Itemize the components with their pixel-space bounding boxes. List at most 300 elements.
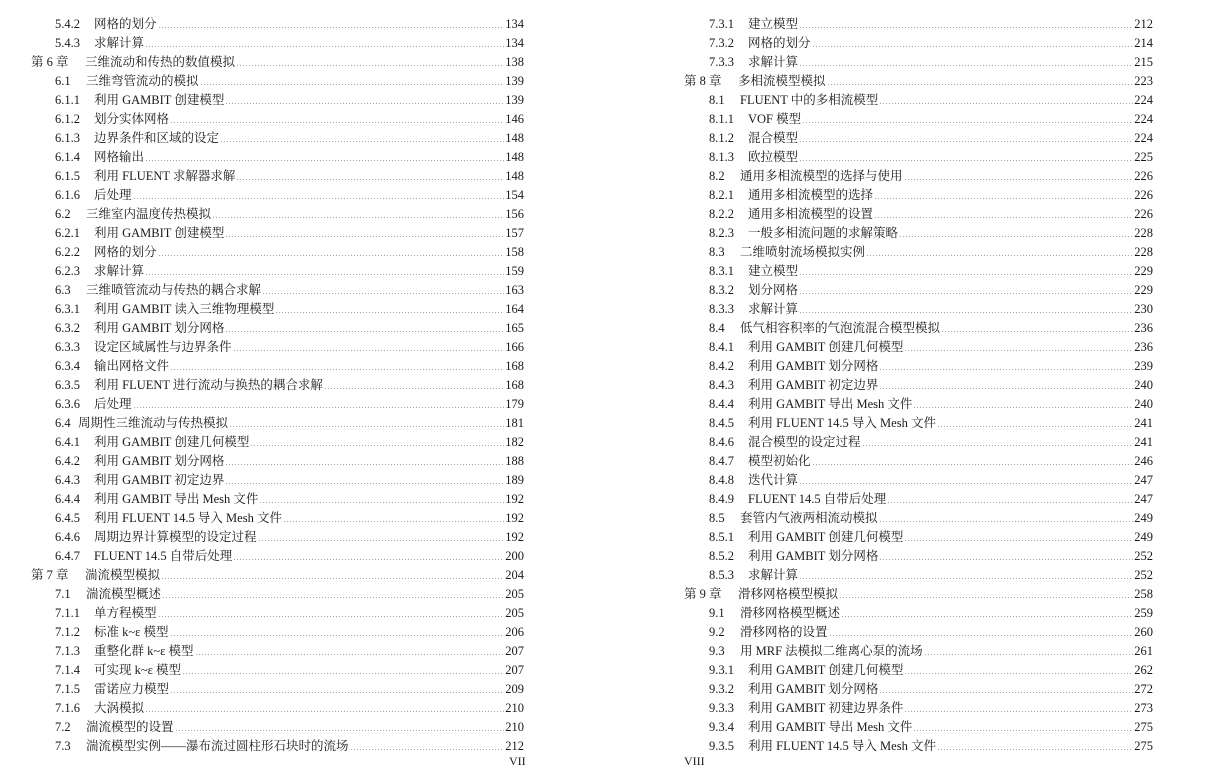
toc-entry-number: 7.3.3: [709, 55, 734, 69]
dot-leader: [827, 84, 1134, 85]
dot-leader: [866, 255, 1133, 256]
toc-entry-title: 滑移网格模型模拟: [738, 587, 839, 601]
dot-leader: [350, 749, 505, 750]
toc-entry-page: 181: [505, 416, 524, 430]
toc-entry-title: 利用 GAMBIT 初建边界条件: [748, 701, 904, 715]
toc-chapter-entry[interactable]: [31, 566, 524, 585]
toc-entry[interactable]: [709, 376, 1153, 395]
toc-entry-title: 用 MRF 法模拟二维离心泵的流场: [740, 644, 923, 658]
toc-entry-page: 179: [505, 397, 524, 411]
toc-entry[interactable]: [55, 148, 524, 167]
dot-leader: [799, 141, 1133, 142]
toc-entry[interactable]: [55, 72, 524, 91]
toc-entry-number: 9.3.1: [709, 663, 734, 677]
toc-entry-title: 利用 GAMBIT 读入三维物理模型: [94, 302, 275, 316]
toc-entry-page: 241: [1134, 416, 1153, 430]
dot-leader: [799, 274, 1133, 275]
toc-entry-page: 166: [505, 340, 524, 354]
toc-entry-page: 252: [1134, 568, 1153, 582]
toc-entry[interactable]: [709, 186, 1153, 205]
toc-entry-number: 6.1.3: [55, 131, 80, 145]
dot-leader: [158, 255, 505, 256]
toc-entry-page: 192: [505, 492, 524, 506]
toc-entry-number: 8.4: [709, 321, 725, 335]
toc-entry[interactable]: [55, 680, 524, 699]
toc-entry[interactable]: [709, 699, 1153, 718]
toc-entry-title: 单方程模型: [94, 606, 157, 620]
toc-entry[interactable]: [709, 319, 1153, 338]
dot-leader: [799, 483, 1133, 484]
dot-leader: [887, 502, 1133, 503]
toc-entry-number: 7.1.2: [55, 625, 80, 639]
toc-entry-number: 8.3.3: [709, 302, 734, 316]
toc-entry-page: 205: [505, 587, 524, 601]
toc-entry[interactable]: [709, 623, 1153, 642]
toc-entry-page: 236: [1134, 340, 1153, 354]
toc-entry-page: 223: [1134, 74, 1153, 88]
toc-entry-number: 7.2: [55, 720, 71, 734]
toc-entry-page: 182: [505, 435, 524, 449]
dot-leader: [937, 426, 1133, 427]
dot-leader: [879, 559, 1133, 560]
dot-leader: [879, 388, 1133, 389]
toc-entry-page: 139: [505, 74, 524, 88]
toc-entry-title: 利用 FLUENT 14.5 导入 Mesh 文件: [748, 416, 936, 430]
toc-entry-page: 226: [1134, 188, 1153, 202]
toc-entry[interactable]: [55, 452, 524, 471]
toc-entry[interactable]: [709, 566, 1153, 585]
toc-entry-page: 247: [1134, 473, 1153, 487]
toc-entry[interactable]: [55, 433, 524, 452]
toc-entry[interactable]: [55, 509, 524, 528]
toc-entry[interactable]: [709, 414, 1153, 433]
toc-entry-title: 利用 GAMBIT 划分网格: [94, 321, 225, 335]
toc-entry-title: 三维喷管流动与传热的耦合求解: [86, 283, 262, 297]
toc-entry-page: 139: [505, 93, 524, 107]
toc-entry[interactable]: [709, 167, 1153, 186]
toc-entry-page: 207: [505, 644, 524, 658]
dot-leader: [225, 236, 504, 237]
dot-leader: [879, 103, 1133, 104]
toc-entry-page: 164: [505, 302, 524, 316]
toc-entry-title: 湍流模型概述: [86, 587, 162, 601]
toc-entry[interactable]: [55, 623, 524, 642]
toc-entry-title: 滑移网格模型概述: [740, 606, 841, 620]
toc-entry-page: 138: [505, 55, 524, 69]
toc-entry-page: 188: [505, 454, 524, 468]
dot-leader: [145, 274, 504, 275]
toc-entry-title: 标准 k~ε 模型: [94, 625, 169, 639]
toc-entry-number: 8.3: [709, 245, 725, 259]
toc-entry-title: 求解计算: [748, 55, 799, 69]
dot-leader: [904, 673, 1133, 674]
toc-entry-number: 9.3.5: [709, 739, 734, 753]
toc-entry[interactable]: [709, 148, 1153, 167]
toc-entry-page: 212: [505, 739, 524, 753]
toc-entry[interactable]: [709, 661, 1153, 680]
toc-entry[interactable]: [55, 15, 524, 34]
toc-entry[interactable]: [55, 262, 524, 281]
toc-entry-title: 划分实体网格: [94, 112, 170, 126]
toc-entry-number: 6.3.5: [55, 378, 80, 392]
toc-entry[interactable]: [55, 91, 524, 110]
dot-leader: [799, 578, 1133, 579]
toc-entry-page: 200: [505, 549, 524, 563]
toc-entry[interactable]: [55, 737, 524, 756]
toc-entry[interactable]: [709, 680, 1153, 699]
toc-entry-page: 157: [505, 226, 524, 240]
toc-entry[interactable]: [55, 186, 524, 205]
dot-leader: [229, 426, 504, 427]
toc-entry-title: 二维喷射流场模拟实例: [740, 245, 866, 259]
dot-leader: [874, 217, 1133, 218]
toc-entry[interactable]: [55, 338, 524, 357]
toc-entry-page: 246: [1134, 454, 1153, 468]
toc-entry-title: 利用 FLUENT 进行流动与换热的耦合求解: [94, 378, 323, 392]
toc-entry-number: 6.1.6: [55, 188, 80, 202]
toc-entry-page: 210: [505, 720, 524, 734]
toc-entry-number: 9.3: [709, 644, 725, 658]
toc-entry-page: 224: [1134, 112, 1153, 126]
toc-entry[interactable]: [55, 699, 524, 718]
toc-entry[interactable]: [55, 528, 524, 547]
toc-entry-title: 湍流模型模拟: [85, 568, 161, 582]
dot-leader: [220, 141, 504, 142]
toc-entry[interactable]: [709, 300, 1153, 319]
dot-leader: [841, 616, 1133, 617]
toc-entry-title: 湍流模型实例——瀑布流过圆柱形石块时的流场: [86, 739, 349, 753]
toc-entry[interactable]: [709, 433, 1153, 452]
toc-entry[interactable]: [709, 528, 1153, 547]
dot-leader: [829, 635, 1134, 636]
dot-leader: [799, 312, 1133, 313]
toc-entry-page: 214: [1134, 36, 1153, 50]
toc-entry-page: 272: [1134, 682, 1153, 696]
toc-entry-title: VOF 模型: [748, 112, 802, 126]
toc-entry-page: 224: [1134, 93, 1153, 107]
toc-entry-page: 163: [505, 283, 524, 297]
toc-entry-number: 6.4.1: [55, 435, 80, 449]
toc-entry-number: 8.5.2: [709, 549, 734, 563]
dot-leader: [913, 730, 1133, 731]
toc-entry[interactable]: [709, 129, 1153, 148]
toc-entry[interactable]: [709, 338, 1153, 357]
toc-entry-number: 8.3.1: [709, 264, 734, 278]
dot-leader: [812, 464, 1134, 465]
toc-entry-title: 网格的划分: [94, 245, 157, 259]
toc-entry-page: 209: [505, 682, 524, 696]
dot-leader: [258, 540, 505, 541]
toc-entry-title: 利用 GAMBIT 划分网格: [748, 682, 879, 696]
toc-entry-number: 6.1.2: [55, 112, 80, 126]
toc-entry[interactable]: [709, 509, 1153, 528]
dot-leader: [158, 616, 505, 617]
toc-chapter-entry[interactable]: [684, 72, 1153, 91]
toc-entry-number: 7.3: [55, 739, 71, 753]
toc-entry-number: 8.2: [709, 169, 725, 183]
dot-leader: [283, 521, 504, 522]
toc-entry-title: 大涡模拟: [94, 701, 145, 715]
toc-entry-number: 6.4.3: [55, 473, 80, 487]
toc-entry-title: 滑移网格的设置: [740, 625, 828, 639]
toc-entry-title: 建立模型: [748, 17, 799, 31]
toc-entry-number: 8.1.1: [709, 112, 734, 126]
toc-entry[interactable]: [55, 167, 524, 186]
toc-entry-number: 5.4.2: [55, 17, 80, 31]
toc-entry[interactable]: [55, 319, 524, 338]
toc-chapter-entry[interactable]: [684, 585, 1153, 604]
toc-entry[interactable]: [709, 34, 1153, 53]
toc-entry[interactable]: [709, 737, 1153, 756]
toc-entry-title: 利用 GAMBIT 创建模型: [94, 226, 225, 240]
toc-entry-title: 后处理: [94, 397, 132, 411]
toc-entry-number: 6.1.5: [55, 169, 80, 183]
toc-entry[interactable]: [709, 547, 1153, 566]
dot-leader: [799, 27, 1133, 28]
toc-entry[interactable]: [709, 357, 1153, 376]
dot-leader: [879, 692, 1133, 693]
dot-leader: [904, 350, 1133, 351]
toc-entry-title: 利用 GAMBIT 创建几何模型: [94, 435, 250, 449]
toc-entry-page: 158: [505, 245, 524, 259]
toc-entry-page: 189: [505, 473, 524, 487]
toc-entry-title: 三维弯管流动的模拟: [86, 74, 199, 88]
toc-entry[interactable]: [709, 262, 1153, 281]
toc-entry-number: 8.5.3: [709, 568, 734, 582]
toc-entry[interactable]: [55, 661, 524, 680]
toc-entry-page: 224: [1134, 131, 1153, 145]
dot-leader: [879, 521, 1134, 522]
toc-entry-title: 低气相容积率的气泡流混合模型模拟: [740, 321, 941, 335]
toc-entry[interactable]: [55, 471, 524, 490]
toc-entry[interactable]: [709, 224, 1153, 243]
dot-leader: [904, 179, 1134, 180]
dot-leader: [862, 445, 1134, 446]
dot-leader: [904, 711, 1133, 712]
toc-entry-title: 网格的划分: [748, 36, 811, 50]
toc-entry-page: 249: [1134, 511, 1153, 525]
toc-entry[interactable]: [709, 53, 1153, 72]
toc-entry-page: 260: [1134, 625, 1153, 639]
toc-entry-title: 迭代计算: [748, 473, 799, 487]
toc-entry-number: 6.3.3: [55, 340, 80, 354]
dot-leader: [225, 483, 504, 484]
toc-entry[interactable]: [55, 34, 524, 53]
toc-entry[interactable]: [55, 395, 524, 414]
dot-leader: [275, 312, 504, 313]
dot-leader: [236, 65, 504, 66]
dot-leader: [158, 27, 505, 28]
toc-entry-page: 226: [1134, 169, 1153, 183]
toc-entry-title: 网格输出: [94, 150, 145, 164]
toc-entry[interactable]: [709, 15, 1153, 34]
toc-entry-number: 8.4.6: [709, 435, 734, 449]
toc-entry-title: 利用 GAMBIT 划分网格: [94, 454, 225, 468]
toc-entry-number: 6.1.1: [55, 93, 80, 107]
dot-leader: [182, 673, 504, 674]
toc-entry-number: 8.4.5: [709, 416, 734, 430]
toc-entry-page: 226: [1134, 207, 1153, 221]
toc-entry-number: 6.4: [55, 416, 71, 430]
toc-entry-number: 8.4.3: [709, 378, 734, 392]
toc-entry-number: 8.5.1: [709, 530, 734, 544]
toc-chapter-entry[interactable]: [31, 53, 524, 72]
toc-entry[interactable]: [709, 205, 1153, 224]
dot-leader: [145, 160, 504, 161]
dot-leader: [233, 559, 504, 560]
toc-entry-title: 利用 GAMBIT 导出 Mesh 文件: [748, 720, 913, 734]
toc-entry-title: 后处理: [94, 188, 132, 202]
toc-entry[interactable]: [709, 281, 1153, 300]
dot-leader: [225, 103, 504, 104]
dot-leader: [799, 293, 1133, 294]
toc-entry-page: 148: [505, 131, 524, 145]
toc-entry-page: 192: [505, 530, 524, 544]
toc-entry-title: 网格的划分: [94, 17, 157, 31]
toc-entry-page: 240: [1134, 378, 1153, 392]
toc-entry[interactable]: [55, 300, 524, 319]
dot-leader: [879, 369, 1133, 370]
toc-entry-title: 利用 FLUENT 14.5 导入 Mesh 文件: [748, 739, 936, 753]
toc-entry[interactable]: [55, 604, 524, 623]
toc-entry-number: 8.4.1: [709, 340, 734, 354]
toc-entry-number: 6.1.4: [55, 150, 80, 164]
toc-entry-page: 258: [1134, 587, 1153, 601]
toc-entry-page: 273: [1134, 701, 1153, 715]
toc-entry-page: 262: [1134, 663, 1153, 677]
toc-entry[interactable]: [55, 224, 524, 243]
toc-entry-number: 9.3.2: [709, 682, 734, 696]
toc-entry-title: 求解计算: [94, 264, 145, 278]
toc-entry[interactable]: [55, 490, 524, 509]
dot-leader: [225, 464, 504, 465]
toc-entry-title: FLUENT 中的多相流模型: [740, 93, 879, 107]
toc-entry-title: 通用多相流模型的设置: [748, 207, 874, 221]
toc-entry-number: 6.2.3: [55, 264, 80, 278]
toc-entry-page: 247: [1134, 492, 1153, 506]
dot-leader: [913, 407, 1133, 408]
toc-entry-number: 7.3.2: [709, 36, 734, 50]
toc-entry-number: 6.2: [55, 207, 71, 221]
dot-leader: [236, 179, 504, 180]
toc-entry[interactable]: [709, 243, 1153, 262]
toc-entry-number: 9.3.3: [709, 701, 734, 715]
dot-leader: [175, 730, 505, 731]
toc-entry-page: 241: [1134, 435, 1153, 449]
toc-entry-number: 6.4.5: [55, 511, 80, 525]
toc-entry-number: 8.2.1: [709, 188, 734, 202]
toc-entry-page: 156: [505, 207, 524, 221]
toc-entry[interactable]: [55, 357, 524, 376]
page-number-right: VIII: [684, 754, 705, 768]
toc-entry-number: 6.3: [55, 283, 71, 297]
toc-entry[interactable]: [709, 604, 1153, 623]
toc-entry-page: 207: [505, 663, 524, 677]
toc-entry[interactable]: [709, 471, 1153, 490]
toc-entry[interactable]: [55, 243, 524, 262]
toc-entry[interactable]: [55, 129, 524, 148]
dot-leader: [924, 654, 1134, 655]
toc-entry[interactable]: [55, 547, 524, 566]
toc-entry-title: 雷诺应力模型: [94, 682, 170, 696]
dot-leader: [133, 407, 505, 408]
toc-entry-title: 重整化群 k~ε 模型: [94, 644, 194, 658]
toc-entry-number: 7.1.5: [55, 682, 80, 696]
toc-entry-number: 6.3.6: [55, 397, 80, 411]
toc-entry-number: 6.4.2: [55, 454, 80, 468]
dot-leader: [941, 331, 1133, 332]
dot-leader: [899, 236, 1133, 237]
toc-entry[interactable]: [55, 642, 524, 661]
toc-entry[interactable]: [709, 110, 1153, 129]
toc-entry-title: 三维室内温度传热模拟: [86, 207, 212, 221]
toc-entry-page: 228: [1134, 245, 1153, 259]
toc-entry[interactable]: [55, 110, 524, 129]
toc-entry-title: 边界条件和区域的设定: [94, 131, 220, 145]
toc-entry-page: 228: [1134, 226, 1153, 240]
toc-entry[interactable]: [55, 281, 524, 300]
toc-entry-number: 9.3.4: [709, 720, 734, 734]
toc-entry-page: 225: [1134, 150, 1153, 164]
toc-entry-page: 249: [1134, 530, 1153, 544]
toc-entry[interactable]: [709, 642, 1153, 661]
toc-entry[interactable]: [55, 205, 524, 224]
toc-entry-number: 8.3.2: [709, 283, 734, 297]
dot-leader: [324, 388, 504, 389]
toc-entry-number: 8.2.2: [709, 207, 734, 221]
toc-entry-page: 148: [505, 169, 524, 183]
toc-entry[interactable]: [55, 376, 524, 395]
toc-entry[interactable]: [709, 452, 1153, 471]
toc-entry-title: 求解计算: [748, 568, 799, 582]
dot-leader: [161, 578, 504, 579]
toc-entry-title: 套管内气液两相流动模拟: [740, 511, 878, 525]
toc-entry[interactable]: [709, 718, 1153, 737]
toc-entry-title: 利用 GAMBIT 创建几何模型: [748, 663, 904, 677]
toc-entry-number: 第 6 章: [31, 55, 69, 69]
toc-entry-title: 利用 GAMBIT 划分网格: [748, 359, 879, 373]
toc-entry[interactable]: [55, 414, 524, 433]
toc-entry-title: 求解计算: [748, 302, 799, 316]
toc-entry[interactable]: [709, 395, 1153, 414]
toc-entry-number: 7.1: [55, 587, 71, 601]
toc-entry-title: 利用 FLUENT 求解器求解: [94, 169, 236, 183]
dot-leader: [874, 198, 1133, 199]
toc-entry-title: 湍流模型的设置: [86, 720, 174, 734]
toc-entry-title: 利用 GAMBIT 创建几何模型: [748, 530, 904, 544]
toc-entry-number: 8.1: [709, 93, 725, 107]
toc-entry-page: 212: [1134, 17, 1153, 31]
toc-entry-page: 204: [505, 568, 524, 582]
toc-entry-number: 第 8 章: [684, 74, 722, 88]
toc-entry-page: 240: [1134, 397, 1153, 411]
toc-entry[interactable]: [55, 718, 524, 737]
toc-entry-title: 求解计算: [94, 36, 145, 50]
toc-entry-title: 通用多相流模型的选择与使用: [740, 169, 903, 183]
toc-entry-page: 168: [505, 378, 524, 392]
toc-entry[interactable]: [55, 585, 524, 604]
toc-entry-page: 159: [505, 264, 524, 278]
toc-entry[interactable]: [709, 490, 1153, 509]
toc-entry-number: 6.1: [55, 74, 71, 88]
toc-entry[interactable]: [709, 91, 1153, 110]
toc-entry-title: 模型初始化: [748, 454, 811, 468]
page-number-left: VII: [509, 754, 526, 768]
toc-entry-page: 134: [505, 36, 524, 50]
toc-entry-title: 混合模型的设定过程: [748, 435, 861, 449]
dot-leader: [233, 350, 505, 351]
dot-leader: [802, 122, 1133, 123]
